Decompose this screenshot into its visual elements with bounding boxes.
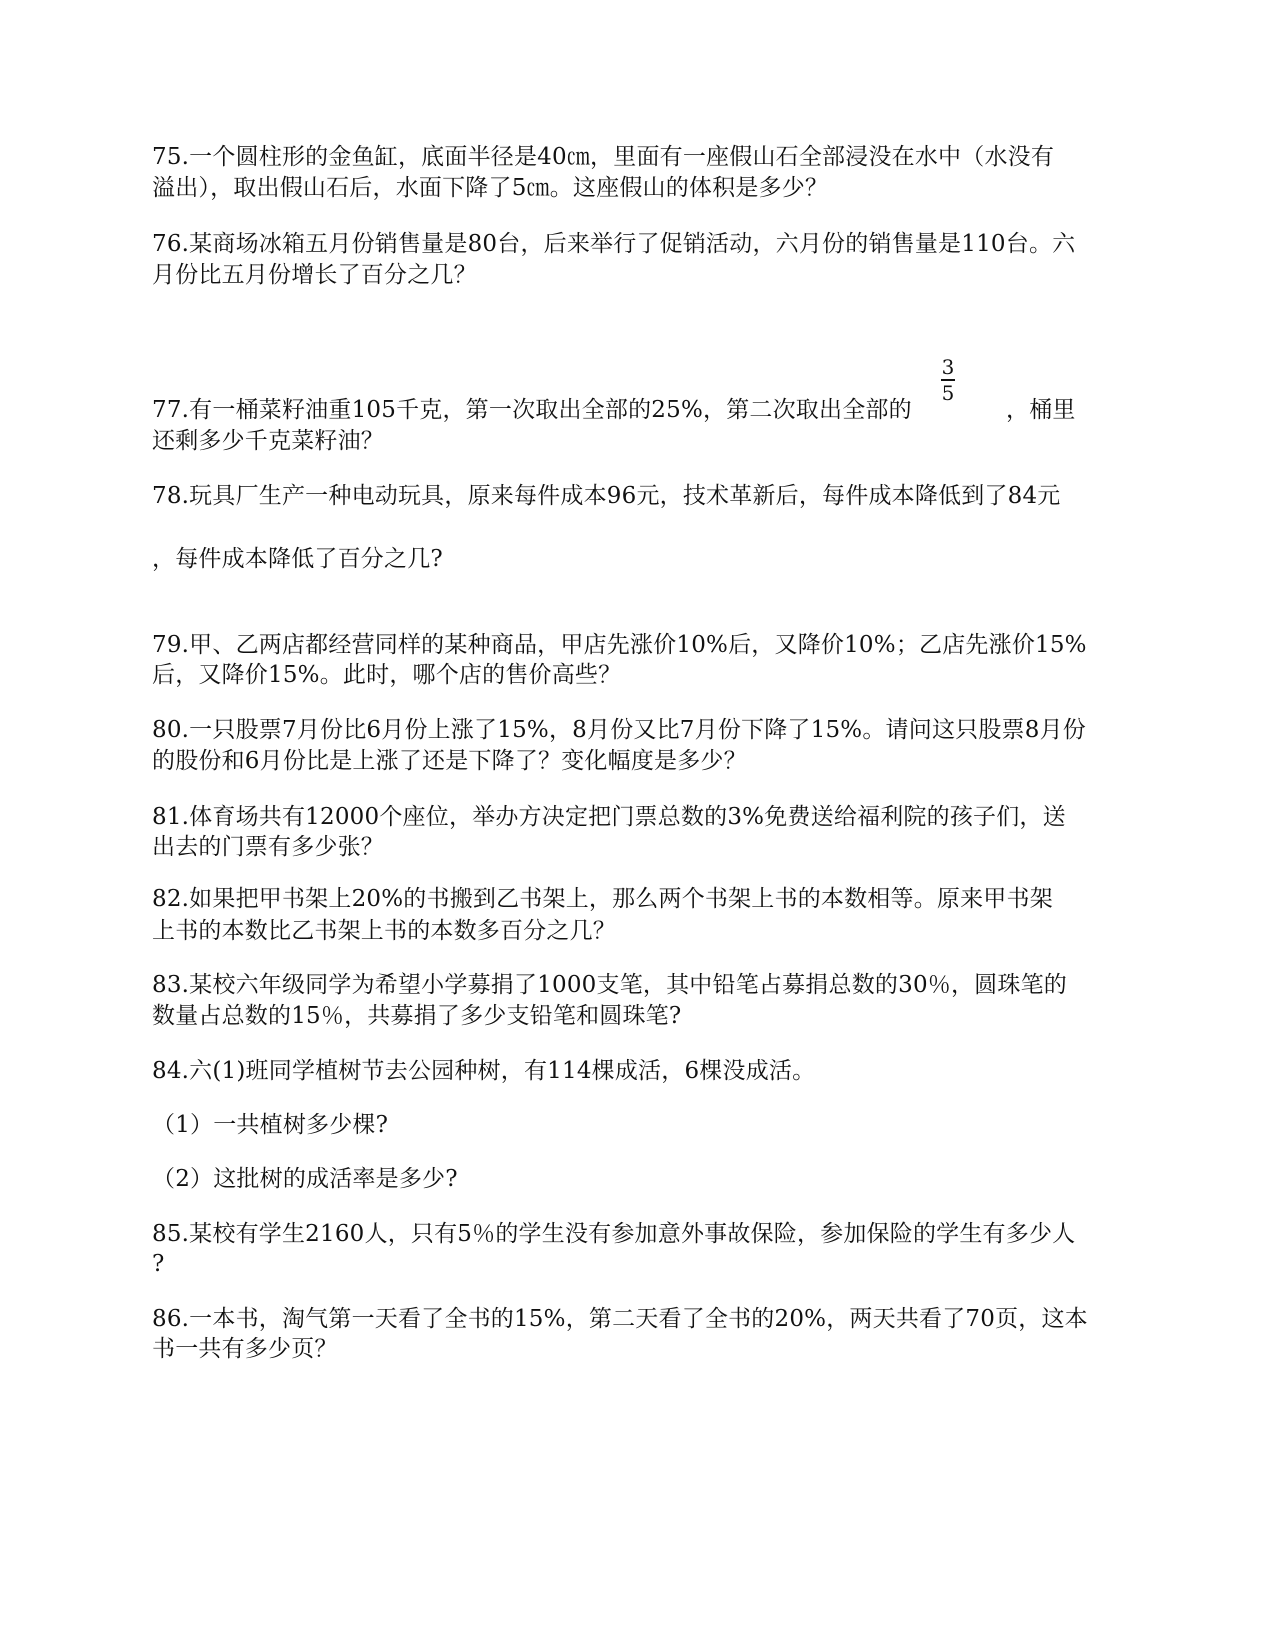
problem-76-line-2: 月份比五月份增长了百分之几？ <box>152 262 477 288</box>
problem-82-line-2: 上书的本数比乙书架上书的本数多百分之几？ <box>152 918 616 944</box>
fraction-three-fifths <box>936 356 960 404</box>
problem-79-line-2: 后，又降价15%。此时，哪个店的售价高些？ <box>152 662 622 688</box>
problem-81-line-1: 81.体育场共有12000个座位，举办方决定把门票总数的3%免费送给福利院的孩子们，送 <box>152 804 1066 830</box>
problem-84-subquestion-1: （1）一共植树多少棵? <box>152 1112 389 1138</box>
problem-80-line-2: 的股份和6月份比是上涨了还是下降了？变化幅度是多少？ <box>152 748 747 774</box>
problem-86-line-1: 86.一本书，淘气第一天看了全书的15%，第二天看了全书的20%，两天共看了70页，这本 <box>152 1306 1088 1332</box>
problem-80-line-1: 80.一只股票7月份比6月份上涨了15%，8月份又比7月份下降了15%。请问这只股票8月份 <box>152 717 1086 743</box>
problem-78-line-1: 78.玩具厂生产一种电动玩具，原来每件成本96元，技术革新后，每件成本降低到了84元 <box>152 483 1061 509</box>
problem-82-line-1: 82.如果把甲书架上20%的书搬到乙书架上，那么两个书架上书的本数相等。原来甲书架 <box>152 886 1053 912</box>
problem-79-line-1: 79.甲、乙两店都经营同样的某种商品，甲店先涨价10%后，又降价10%；乙店先涨价15% <box>152 632 1087 658</box>
problem-75-line-1: 75.一个圆柱形的金鱼缸，底面半径是40㎝，里面有一座假山石全部浸没在水中（水没有 <box>152 144 1055 170</box>
problem-85-line-2: ? <box>152 1251 165 1277</box>
problem-75-line-2: 溢出），取出假山石后，水面下降了5㎝。这座假山的体积是多少？ <box>152 175 829 201</box>
problem-84-subquestion-2: （2）这批树的成活率是多少? <box>152 1166 458 1192</box>
fraction-numerator: 3 <box>941 355 955 379</box>
problem-77-line-1-end: ，桶里 <box>1006 397 1076 423</box>
problem-76-line-1: 76.某商场冰箱五月份销售量是80台，后来举行了促销活动，六月份的销售量是110台。六 <box>152 231 1076 257</box>
problem-84-line-1: 84.六(1)班同学植树节去公园种树，有114棵成活，6棵没成活。 <box>152 1058 816 1084</box>
problem-85-line-1: 85.某校有学生2160人，只有5％的学生没有参加意外事故保险，参加保险的学生有多少人 <box>152 1221 1076 1247</box>
problem-86-line-2: 书一共有多少页？ <box>152 1336 338 1362</box>
problem-83-line-1: 83.某校六年级同学为希望小学募捐了1000支笔，其中铅笔占募捐总数的30％，圆珠笔的 <box>152 972 1067 998</box>
fraction-denominator: 5 <box>941 380 955 405</box>
problem-81-line-2: 出去的门票有多少张？ <box>152 834 384 860</box>
problem-78-line-2: ，每件成本降低了百分之几? <box>152 546 443 572</box>
problem-77-line-2: 还剩多少千克菜籽油？ <box>152 428 384 454</box>
problem-83-line-2: 数量占总数的15％，共募捐了多少支铅笔和圆珠笔? <box>152 1003 682 1029</box>
problem-77-line-1-start: 77.有一桶菜籽油重105千克，第一次取出全部的25%，第二次取出全部的 <box>152 397 912 423</box>
